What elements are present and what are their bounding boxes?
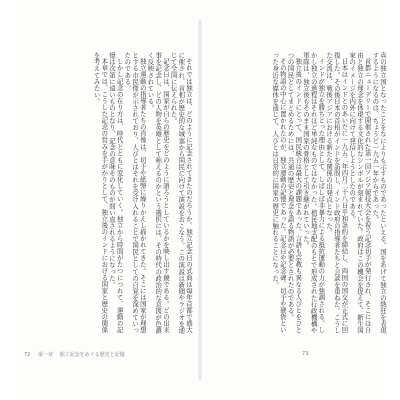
chapter-label: 第一章: [37, 352, 53, 358]
gutter: [198, 20, 202, 380]
right-page-text: [214, 52, 386, 334]
paragraph: 独立運動の指導者たちの肖像は、切手や紙幣に繰りかえし描かれてきた。そこには国家が理想とする市民像が示されており、人びとはそれを受け入れることで国民としての自覚を深めていったのである。: [123, 52, 147, 334]
chapter-title: 独立記念をめぐる歴史と記憶: [59, 352, 125, 358]
paragraph: 記念日は、国家が自らの歴史をどのように語ろうとしているかを映し出す鏡である。どの出来事を記念し、どの人物を英雄として称えるのかという選択には、その時代の政治的な意図が色濃く反映されている。: [146, 52, 170, 334]
paragraph: インドが独立を勝ちとった理由として、しばしば非暴力による抵抗運動の力が強調される。しかし独立の過程はそれほど単純なものではなかった。植民地支配のもとで形成された行政機構や軍隊は、独立後もそのまま国家の骨格として引き継がれていった。: [301, 52, 326, 334]
page-number: 72: [24, 352, 31, 358]
paragraph: しかし記念の在り方は、時代とともに変化していく。独立から時間がたつにつれて、運動の記憶は次第に遠いものとなり、記念の意味そのものが問い直されるようになった。: [107, 52, 124, 334]
paragraph: 首都ニューデリーで開催された第一回アジア競技大会を祝う記念切手が発行され、そこには自由と独立の理念を体現する文化的なシンボルが刻まれていた。政府はこの機会を捉えて、新生国家のイメージを内外に向けて発信しようとしたのである。: [348, 52, 372, 334]
paragraph: 日本はインドとのあいだに一九五二年四月二十八日平和条約を締結し、両国の国交が正式に回復した。その後日本の首相がインドを訪問し、インド政府の指導者たちと会談を重ねた。こうした交流は、戦後アジアにおける新たな関係の出発点となった。: [325, 52, 349, 334]
paragraph: 独立後のインドにとって、国民統合は最大の課題であった。言語も宗教も異なる人びとをひとつの国民としてまとめるためには、共通の歴史と理念を語る物語が必要とされたのである。: [286, 52, 303, 334]
page-number: 73: [302, 351, 309, 357]
paragraph: 本章では、こうした記念の営みを手がかりとして、独立後のインドにおける国家と歴史の関係を考えてみたい。: [92, 52, 109, 334]
paragraph: それでは独立は、どのように記念されてきたのだろうか。独立記念日の式典は毎年首都で盛大に催され、首相が歴史的な城塞から国民に向けて演説をおこなう。この演説は新聞やラジオを通じて全国に伝えられた。: [169, 52, 193, 334]
left-page-text: [28, 52, 192, 334]
paragraph: その物語の中心に置かれたのが、独立運動の記憶であった。記念日や記念碑、切手や硬貨といった身近な媒体を通じて、人びとは日常的に国家の歴史に触れることになった。: [271, 52, 287, 334]
right-page-footer: [302, 351, 308, 357]
paragraph: 真の独立国となったことをなによりも示すものであったといえる。国をあげて独立の熱狂を表現するようになるのは、ちょうど一九五一年からであった。: [371, 52, 387, 334]
left-page-footer: [24, 351, 125, 358]
